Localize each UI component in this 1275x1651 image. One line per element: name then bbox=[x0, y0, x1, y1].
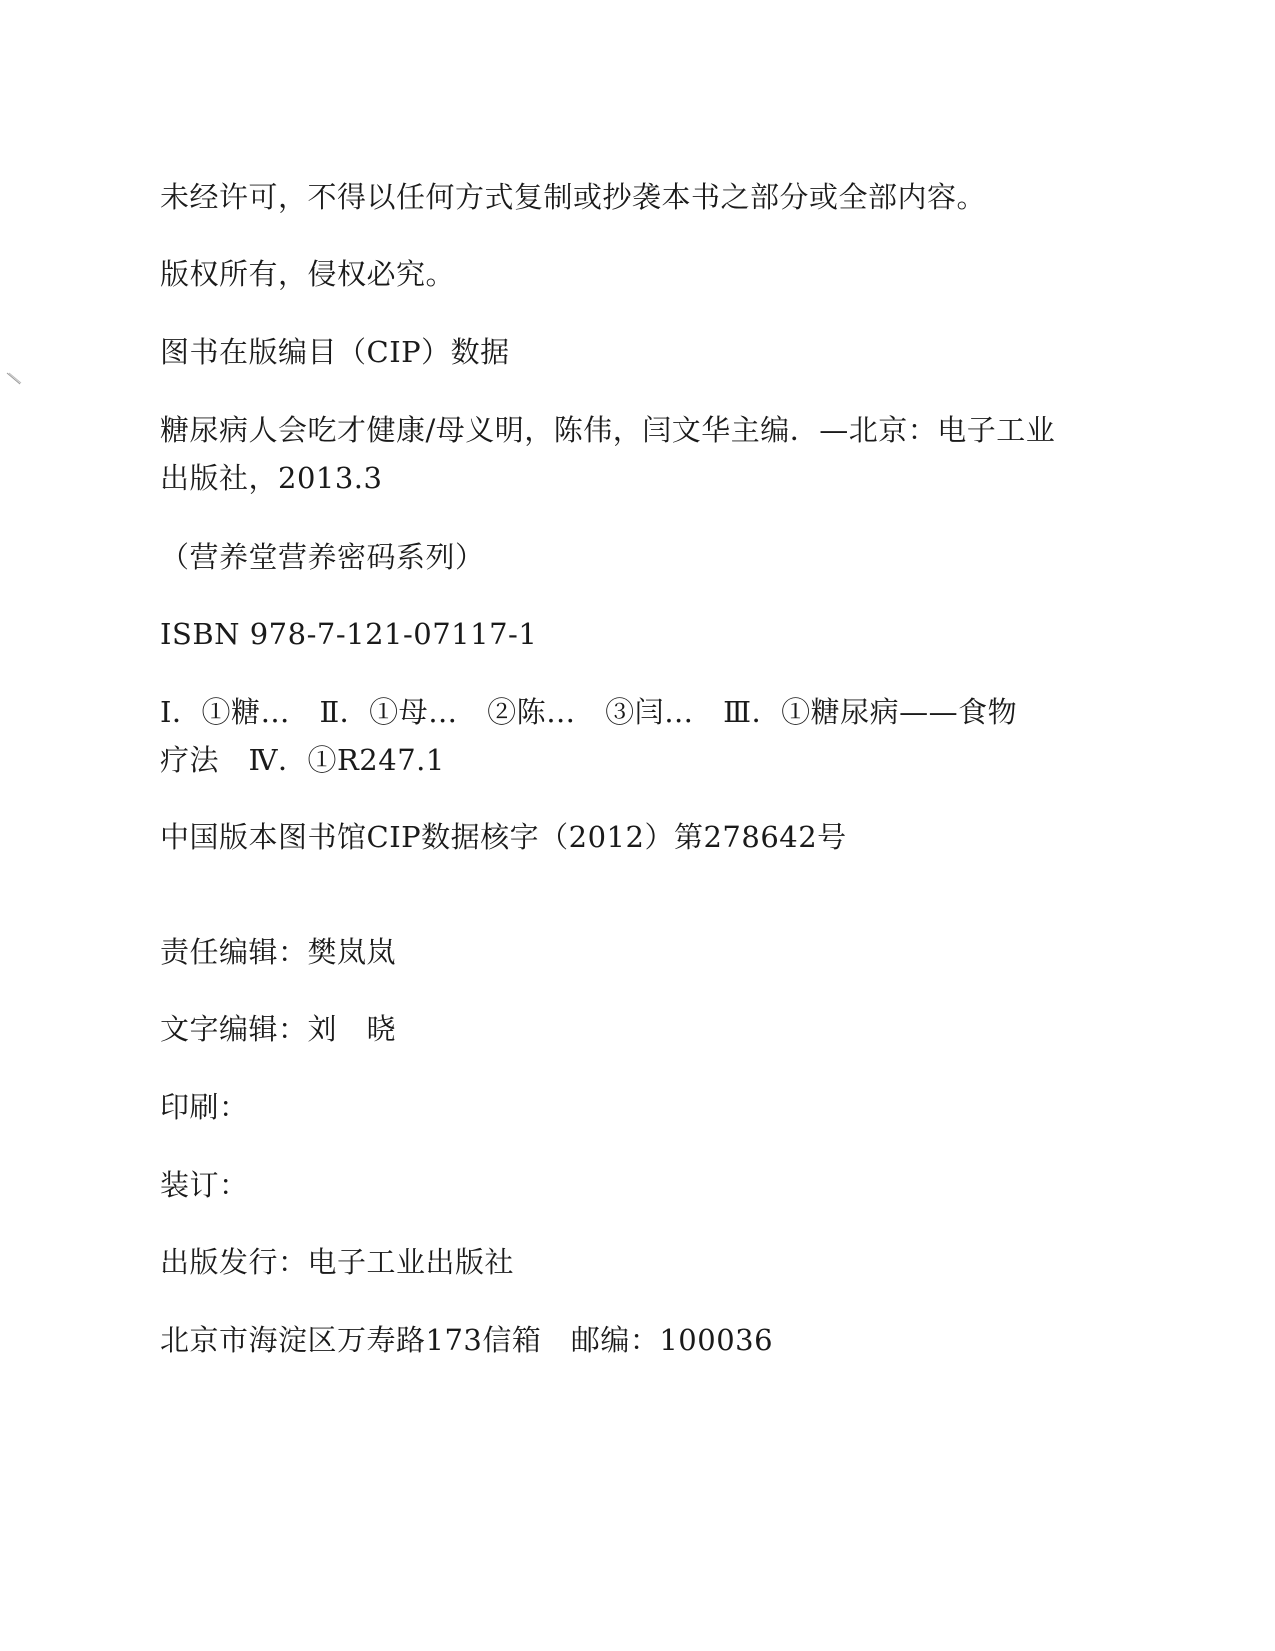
classification-line-1: Ⅰ．①糖… Ⅱ．①母… ②陈… ③闫… Ⅲ．①糖尿病——食物 bbox=[160, 695, 1018, 729]
cip-verification-number: 中国版本图书馆CIP数据核字（2012）第278642号 bbox=[160, 820, 847, 854]
series-name: （营养堂营养密码系列） bbox=[160, 540, 485, 574]
cip-record-line-1: 糖尿病人会吃才健康/母义明，陈伟，闫文华主编．—北京：电子工业 bbox=[160, 413, 1056, 447]
scan-mark bbox=[6, 372, 22, 386]
copyright-notice: 未经许可，不得以任何方式复制或抄袭本书之部分或全部内容。 bbox=[160, 180, 987, 214]
printing: 印刷： bbox=[160, 1090, 249, 1124]
classification-line-2: 疗法 Ⅳ．①R247.1 bbox=[160, 743, 445, 777]
text-editor: 文字编辑：刘 晓 bbox=[160, 1012, 397, 1046]
isbn: ISBN 978-7-121-07117-1 bbox=[160, 617, 538, 651]
cip-record-line-2: 出版社，2013.3 bbox=[160, 461, 383, 495]
responsible-editor: 责任编辑：樊岚岚 bbox=[160, 935, 397, 969]
binding: 装订： bbox=[160, 1168, 249, 1202]
cip-heading: 图书在版编目（CIP）数据 bbox=[160, 335, 510, 369]
rights-reserved: 版权所有，侵权必究。 bbox=[160, 257, 456, 291]
publisher-address: 北京市海淀区万寿路173信箱 邮编：100036 bbox=[160, 1323, 774, 1357]
publisher: 出版发行：电子工业出版社 bbox=[160, 1245, 515, 1279]
